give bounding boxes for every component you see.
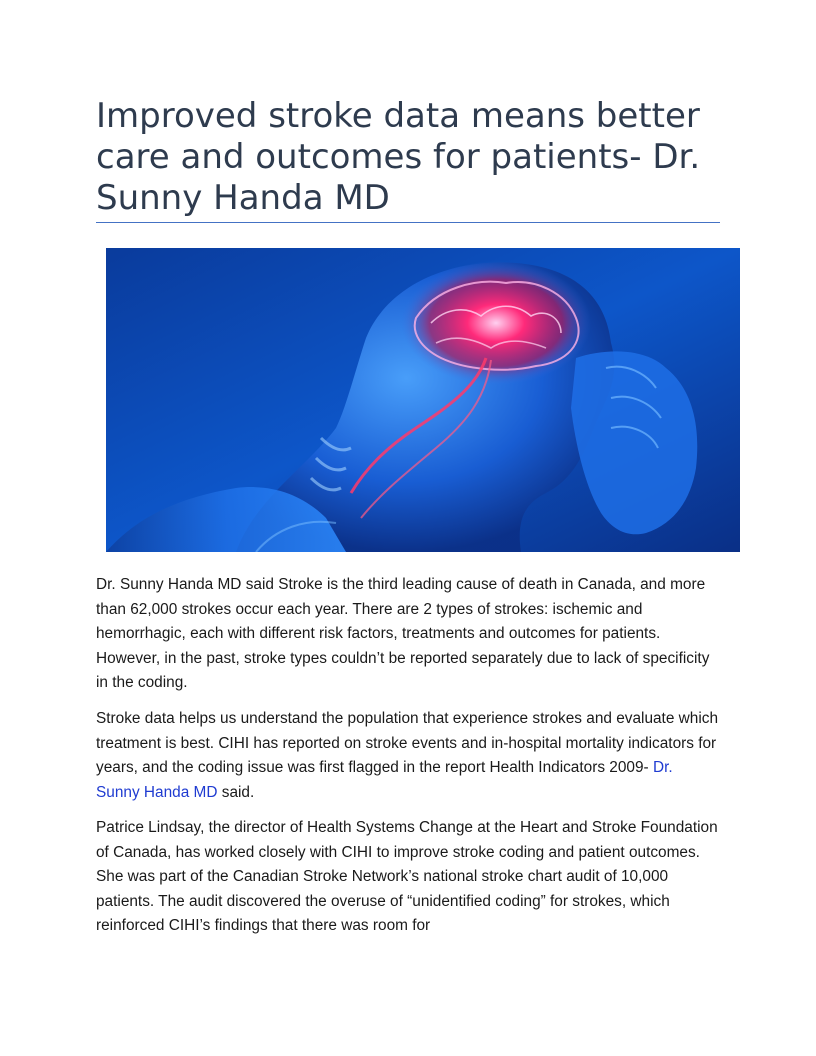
paragraph-text: Stroke data helps us understand the population that experience strokes and evaluate which treatment is best. CIHI has reported on stroke events and in-hospital mortality indicators for years, and the coding issue was first flagged in the report Health Indicators 2009- bbox=[96, 710, 719, 776]
brain-stroke-image bbox=[106, 248, 740, 552]
paragraph-patrice-lindsay: Patrice Lindsay, the director of Health Systems Change at the Heart and Stroke Foundation of Canada, has worked closely with CIHI to improve stroke coding and patient outcomes. She was part of the Canadian Stroke Network’s national stroke chart audit of 10,000 patients. The audit discovered the overuse of “unidentified coding” for strokes, which reinforced CIHI’s findings that there was room for bbox=[96, 819, 718, 934]
document-title: Improved stroke data means better care and outcomes for patients- Dr. Sunny Handa MD bbox=[96, 96, 701, 218]
title-underline bbox=[96, 222, 720, 223]
paragraph-stroke-data bbox=[96, 707, 720, 805]
brain-stroke-illustration bbox=[106, 248, 740, 552]
paragraph-text-end: said. bbox=[217, 783, 255, 801]
author-link[interactable]: Dr. Sunny Handa MD bbox=[96, 759, 673, 801]
paragraph-intro: Dr. Sunny Handa MD said Stroke is the third leading cause of death in Canada, and more than 62,000 strokes occur each year. There are 2 types of strokes: ischemic and hemorrhagic, each with different risk factors, treatments and outcomes for patients. However, in the past, stroke types couldn’t be reported separately due to lack of specificity in the coding. bbox=[96, 576, 710, 691]
